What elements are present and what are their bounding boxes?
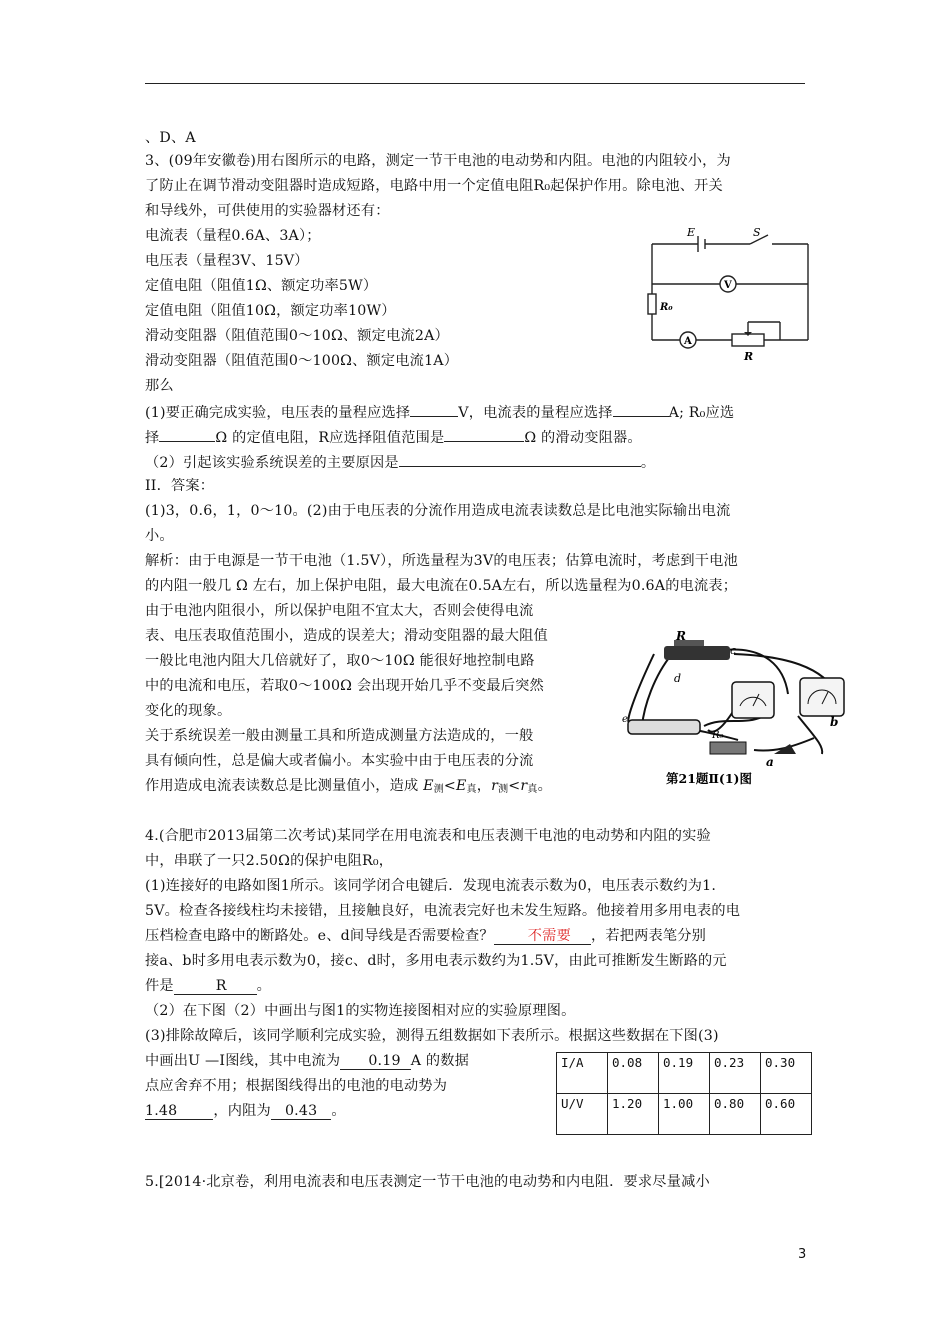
text-line: 由于电池内阻很小，所以保护电阻不宜太大，否则会使得电流 (145, 603, 534, 619)
text-line: 中的电流和电压，若取0～100Ω 会出现开始几乎不变最后突然 (145, 678, 544, 694)
voltmeter-label: V (724, 280, 732, 291)
label-e: E (687, 226, 696, 239)
label-e: e (622, 714, 628, 725)
text-span: 。 (537, 778, 552, 794)
label-c: c (730, 644, 737, 657)
question-2-line (145, 451, 655, 473)
table-cell: U/V (557, 1094, 608, 1135)
text-span: (1)要正确完成实验，电压表的量程应选择 (145, 405, 411, 421)
answer-blank (399, 451, 641, 467)
table-row (557, 1094, 812, 1135)
table-cell: 0.08 (608, 1053, 659, 1094)
text-line: 一般比电池内阻大几倍就好了，取0～10Ω 能很好地控制电路 (145, 653, 535, 669)
text-line (145, 1051, 469, 1071)
header-rule (145, 83, 805, 84)
label-r: R (676, 629, 686, 643)
text-line: 表、电压表取值范围小，造成的误差大；滑动变阻器的最大阻值 (145, 628, 548, 644)
subscript: 真 (466, 784, 477, 795)
text-span: 。 (640, 455, 656, 471)
text-line: （2）在下图（2）中画出与图1的实物连接图相对应的实验原理图。 (145, 1003, 576, 1019)
text-line: 滑动变阻器（阻值范围0～10Ω、额定电流2A） (145, 328, 449, 344)
label-r: R (744, 350, 754, 363)
text-span: Ω 的滑动变阻器。 (524, 430, 642, 446)
table-cell: 0.80 (710, 1094, 761, 1135)
text-line: 变化的现象。 (145, 703, 232, 719)
text-span: 中画出U —I图线，其中电流为 (145, 1053, 341, 1069)
symbol-r: r (520, 778, 528, 794)
answer-blank (159, 426, 215, 442)
table-cell: 0.60 (761, 1094, 812, 1135)
text-line: (1)连接好的电路如图1所示。该同学闭合电键后．发现电流表示数为0，电压表示数约为1. (145, 878, 717, 894)
answer-text: 0.43 (284, 1103, 318, 1119)
table-cell: 1.00 (659, 1094, 710, 1135)
apparatus-figure (614, 626, 850, 790)
text-line (145, 976, 271, 996)
label-d: d (674, 672, 682, 685)
text-line: 滑动变阻器（阻值范围0～100Ω、额定电流1A） (145, 353, 459, 369)
text-span: A; R₀应选 (668, 405, 735, 421)
text-line (145, 926, 706, 946)
question-1-line-2 (145, 426, 642, 448)
answer-underline (340, 1053, 410, 1070)
answer-heading: II．答案： (145, 478, 215, 494)
subscript: 测 (498, 784, 509, 795)
text-span: 作用造成电流表读数总是比测量值小，造成 (145, 778, 424, 794)
text-span: V，电流表的量程应选择 (458, 405, 613, 421)
question-1-line (145, 401, 734, 423)
answer-underline (494, 928, 591, 945)
answer-text: 0.19 (368, 1053, 401, 1069)
text-line: 电压表（量程3V、15V） (145, 253, 309, 269)
label-a: a (766, 755, 774, 769)
text-line: 定值电阻（阻值1Ω、额定功率5W） (145, 278, 378, 294)
symbol-r: r (491, 778, 499, 794)
text-line: 中，串联了一只2.50Ω的保护电阻R₀， (145, 853, 394, 869)
text-line: 5.[2014·北京卷，利用电流表和电压表测定一节干电池的电动势和内电阻．要求尽量减小 (145, 1174, 710, 1190)
ammeter-label: A (684, 336, 692, 347)
text-line: 4.(合肥市2013届第二次考试)某同学在用电流表和电压表测干电池的电动势和内阻的实验 (145, 828, 711, 844)
text-span: 。 (331, 1103, 346, 1119)
figure-caption: 第21题Ⅱ(1)图 (666, 771, 752, 786)
text-span: Ω 的定值电阻，R应选择阻值范围是 (215, 430, 445, 446)
answer-blank (410, 401, 458, 417)
answer-text: 1.48 (145, 1103, 178, 1119)
answer-underline (145, 1103, 213, 1120)
table-cell: 0.30 (761, 1053, 812, 1094)
text-span: 件是 (145, 978, 174, 994)
text-line: 、D、A (145, 130, 196, 146)
text-line (145, 776, 552, 800)
subscript: 真 (527, 784, 538, 795)
text-line: 点应舍弃不用；根据图线得出的电池的电动势为 (145, 1078, 448, 1094)
table-row (557, 1053, 812, 1094)
answer-underline (174, 978, 257, 995)
label-r0: R₀ (660, 302, 673, 313)
text-line: 接a、b时多用电表示数为0，接c、d时，多用电表示数约为1.5V，由此可推断发生断路的元 (145, 953, 727, 969)
text-line (145, 1101, 346, 1121)
text-line: (3)排除故障后，该同学顺利完成实验，测得五组数据如下表所示。根据这些数据在下图(3) (145, 1028, 719, 1044)
less-than: < (443, 778, 456, 794)
answer-underline (271, 1103, 331, 1120)
label-s: S (753, 226, 761, 239)
text-line: (1)3，0.6，1，0～10。(2)由于电压表的分流作用造成电流表读数总是比电池实际输出电流 (145, 503, 731, 519)
text-line: 的内阻一般几 Ω 左右，加上保护电阻，最大电流在0.5A左右，所以选量程为0.6A的电流表； (145, 578, 738, 594)
text-line: 那么 (145, 378, 174, 394)
text-line: 电流表（量程0.6A、3A）； (145, 228, 321, 244)
circuit-diagram (640, 222, 820, 372)
text-line: 和导线外，可供使用的实验器材还有： (145, 203, 390, 219)
label-b: b (830, 715, 839, 729)
answer-blank (613, 401, 669, 417)
text-line: 关于系统误差一般由测量工具和所造成测量方法造成的，一般 (145, 728, 534, 744)
answer-text: 不需要 (527, 928, 571, 944)
less-than: < (508, 778, 521, 794)
text-span: 择 (145, 430, 160, 446)
table-cell: 0.23 (710, 1053, 761, 1094)
table-cell: 0.19 (659, 1053, 710, 1094)
text-line: 了防止在调节滑动变阻器时造成短路，电路中用一个定值电阻R₀起保护作用。除电池、开关 (145, 178, 723, 194)
text-span: ，内阻为 (213, 1103, 271, 1119)
page-number: 3 (798, 1247, 807, 1262)
table-cell: I/A (557, 1053, 608, 1094)
text-span: ， (476, 778, 492, 794)
answer-blank (444, 426, 524, 442)
text-line: 具有倾向性，总是偏大或者偏小。本实验中由于电压表的分流 (145, 753, 534, 769)
text-span: 。 (256, 978, 272, 994)
subscript: 测 (433, 784, 444, 795)
text-span: A 的数据 (410, 1053, 470, 1069)
text-line: 解析：由于电源是一节干电池（1.5V），所选量程为3V的电压表；估算电流时，考虑到干电池 (145, 553, 738, 569)
table-cell: 1.20 (608, 1094, 659, 1135)
symbol-e: E (423, 778, 434, 794)
text-span: 压档检查电路中的断路处。e、d间导线是否需要检查？ (145, 928, 494, 944)
answer-text: R (215, 978, 227, 994)
label-r0: R₀ (712, 730, 724, 741)
symbol-e: E (455, 778, 467, 794)
text-line: 小。 (145, 528, 174, 544)
text-span: （2）引起该实验系统误差的主要原因是 (145, 455, 399, 471)
text-line: 5V。检查各接线柱均未接错，且接触良好，电流表完好也未发生短路。他接着用多用电表的电 (145, 903, 741, 919)
data-table (556, 1052, 812, 1135)
text-span: ，若把两表笔分别 (590, 928, 707, 944)
text-line: 定值电阻（阻值10Ω，额定功率10W） (145, 303, 396, 319)
text-line: 3、(09年安徽卷)用右图所示的电路，测定一节干电池的电动势和内阻。电池的内阻较小，为 (145, 153, 731, 169)
